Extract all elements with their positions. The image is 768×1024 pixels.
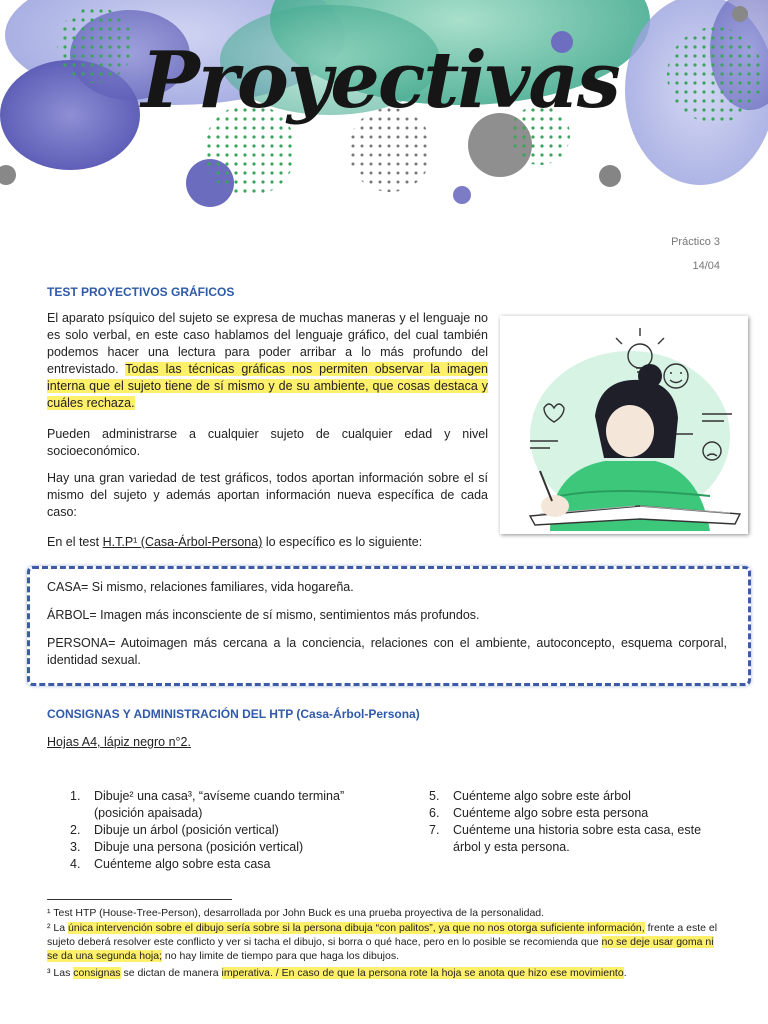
casa-definition: CASA= Si mismo, relaciones familiares, vida hogareña.	[47, 580, 354, 594]
steps-list-left	[70, 788, 370, 873]
materials-text: Hojas A4, lápiz negro n°2.	[47, 735, 191, 749]
paragraph	[47, 534, 488, 551]
highlighted-text: Todas las técnicas gráficas nos permiten observar la imagen interna que el sujeto tiene de sí mismo y de su ambiente, que cosas destaca y cuáles rechaza.	[47, 362, 488, 410]
item-text: Dibuje un árbol (posición vertical)	[94, 823, 279, 837]
arbol-definition: ÁRBOL= Imagen más inconsciente de sí mismo, sentimientos más profundos.	[47, 608, 480, 622]
item-number: 4.	[70, 857, 81, 871]
page-title: Proyectivas	[141, 35, 619, 126]
girl-writing-icon	[500, 316, 748, 534]
practice-label: Práctico 3	[671, 236, 720, 248]
text-span: .	[623, 967, 627, 979]
highlighted-text: consignas	[73, 967, 121, 979]
footnote-3	[47, 966, 727, 980]
footnote-1: ¹ Test HTP (House-Tree-Person), desarrollada por John Buck es una prueba proyectiva de la personalidad.	[47, 907, 545, 919]
intro-paragraph	[47, 310, 488, 412]
text-span: frente a este el sujeto deberá resolver este conflicto y ver si tacha el dibujo, si borra o qué hace, pero en lo posible se recomienda que	[47, 922, 718, 948]
item-text: Cuénteme algo sobre esta casa	[94, 857, 271, 871]
text-span: se dictan de manera	[120, 967, 222, 979]
list-item	[70, 822, 370, 839]
item-number: 3.	[70, 840, 81, 854]
illustration-girl-drawing	[500, 316, 748, 534]
list-item	[70, 788, 370, 822]
list-item	[70, 839, 370, 856]
paragraph: Pueden administrarse a cualquier sujeto de cualquier edad y nivel socioeconómico.	[47, 427, 488, 458]
text-span: no hay limite de tiempo para que haga los dibujos.	[162, 950, 399, 962]
text-span: lo específico es lo siguiente:	[262, 535, 423, 549]
list-item	[429, 822, 729, 856]
steps-list-right	[429, 788, 729, 856]
header-banner	[0, 0, 768, 215]
intro-text: El aparato psíquico del sujeto se expresa de muchas maneras y el lenguaje no es solo verbal, en este caso hablamos del lenguaje gráfico, del cual también podemos hacer una lectura para poder arribar a lo más profundo del entrevistado.	[47, 311, 488, 376]
highlighted-text: no se deje usar goma ni se da una segunda hoja;	[47, 936, 714, 962]
highlighted-text: única intervención sobre el dibujo sería sobre si la persona dibuja “con palitos”, ya que no nos otorga suficiente información,	[68, 922, 645, 934]
item-number: 6.	[429, 806, 440, 820]
list-item	[429, 805, 729, 822]
footnote-2	[47, 921, 727, 963]
item-number: 2.	[70, 823, 81, 837]
persona-definition: PERSONA= Autoimagen más cercana a la conciencia, relaciones con el ambiente, autoconcepto, esquema corporal, identidad sexual.	[47, 636, 727, 667]
paragraph: Hay una gran variedad de test gráficos, todos aportan información sobre el sí mismo del sujeto y además aportan información nueva específica de cada caso:	[47, 471, 488, 519]
text-span: ³ Las	[47, 967, 74, 979]
section-heading: CONSIGNAS Y ADMINISTRACIÓN DEL HTP (Casa-Árbol-Persona)	[47, 707, 420, 721]
item-text: Cuénteme algo sobre este árbol	[453, 789, 631, 803]
htp-link-text: H.T.P¹ (Casa-Árbol-Persona)	[102, 535, 263, 549]
highlighted-text: imperativa. / En caso de que la persona rote la hoja se anota que hizo ese movimiento	[221, 967, 624, 979]
date-label: 14/04	[692, 260, 720, 272]
item-text: Cuénteme una historia sobre esta casa, este árbol y esta persona.	[453, 823, 702, 854]
section-heading: TEST PROYECTIVOS GRÁFICOS	[47, 285, 235, 299]
item-text: Cuénteme algo sobre esta persona	[453, 806, 649, 820]
item-text: Dibuje una persona (posición vertical)	[94, 840, 304, 854]
list-item	[70, 856, 370, 873]
item-number: 7.	[429, 823, 440, 837]
footnote-divider	[47, 899, 232, 900]
item-text: Dibuje² una casa³, “avíseme cuando termina” (posición apaisada)	[94, 789, 345, 820]
list-item	[429, 788, 729, 805]
text-span: En el test	[47, 535, 103, 549]
text-span: ² La	[47, 922, 69, 934]
htp-definitions-box	[27, 566, 751, 686]
item-number: 1.	[70, 789, 81, 803]
item-number: 5.	[429, 789, 440, 803]
